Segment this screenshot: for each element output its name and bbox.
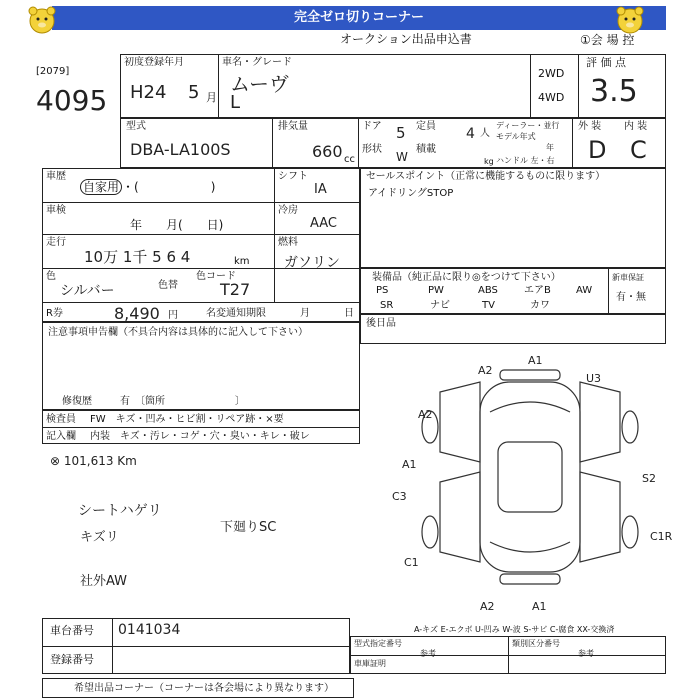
tax-amount: 8,490 bbox=[114, 304, 160, 323]
load-label: 積載 bbox=[416, 144, 436, 155]
damage-mark-a1-left: A1 bbox=[402, 458, 417, 471]
rear-label: 後日品 bbox=[366, 318, 396, 329]
displacement: 660 bbox=[312, 142, 343, 161]
handle-label: ハンドル 左・右 bbox=[496, 156, 555, 165]
selling-label: セールスポイント（正常に機能するものに限ります） bbox=[366, 171, 606, 182]
equip-navi: ナビ bbox=[430, 300, 450, 311]
inspection-label: 車検 bbox=[46, 205, 66, 216]
grade: L bbox=[230, 92, 241, 113]
equip-leather: カワ bbox=[530, 300, 550, 311]
recycle-month: 月 bbox=[300, 308, 310, 319]
dealer-label: ディーラー・並行 bbox=[496, 121, 560, 130]
month-unit: 月 bbox=[206, 91, 217, 104]
inspector-label: 検査員 bbox=[46, 414, 76, 425]
damage-mark-a2-left: A2 bbox=[418, 408, 433, 421]
ac-label: 冷房 bbox=[278, 205, 298, 216]
damage-mark-c3: C3 bbox=[392, 490, 407, 503]
two-wd: 2WD bbox=[538, 67, 565, 80]
warranty-value: 有・無 bbox=[616, 292, 646, 303]
capacity-unit: 人 bbox=[480, 128, 490, 139]
damage-mark-a2-top: A2 bbox=[478, 364, 493, 377]
row-1-frame bbox=[120, 54, 666, 118]
displacement-label: 排気量 bbox=[278, 121, 308, 132]
bear-mascot-icon bbox=[614, 4, 646, 36]
exterior-grade: D bbox=[588, 136, 607, 164]
exterior-label: 外 装 bbox=[578, 121, 602, 132]
load-unit: kg bbox=[484, 157, 494, 166]
score-label: 評 価 点 bbox=[586, 56, 626, 69]
tax-label: R券 bbox=[46, 308, 63, 319]
damage-mark-u3: U3 bbox=[586, 372, 602, 385]
year-label: 年 bbox=[546, 143, 554, 152]
damage-mark-s2: S2 bbox=[642, 472, 656, 485]
equip-airbag: エアB bbox=[524, 285, 551, 296]
bear-mascot-icon bbox=[26, 4, 58, 36]
recycle-label: 名変通知期限 bbox=[206, 308, 266, 319]
color-code-label: 色コード bbox=[196, 271, 236, 282]
fuel-label: 燃料 bbox=[278, 237, 298, 248]
mileage-unit: km bbox=[234, 256, 250, 267]
equip-tv: TV bbox=[482, 300, 495, 311]
shape: W bbox=[396, 150, 408, 164]
displacement-unit: cc bbox=[344, 154, 355, 165]
history-label: 車歴 bbox=[46, 171, 66, 182]
era-year: H24 bbox=[130, 82, 167, 103]
registration-label: 登録番号 bbox=[50, 653, 94, 666]
auction-name: オークション出品申込書 bbox=[340, 32, 472, 46]
capacity: 4 bbox=[466, 126, 475, 142]
hope-corner-label: 希望出品コーナー（コーナーは各会場により異なります） bbox=[74, 683, 334, 694]
venue-copy-label: ①会 場 控 bbox=[580, 33, 635, 47]
doors: 5 bbox=[396, 124, 406, 142]
chassis-number: 0141034 bbox=[118, 622, 181, 638]
garage-cert-label: 車庫証明 bbox=[354, 659, 386, 668]
type-code: DBA-LA100S bbox=[130, 140, 231, 159]
equip-abs: ABS bbox=[478, 285, 498, 296]
shape-label: 形状 bbox=[362, 144, 382, 155]
reg-month: 5 bbox=[188, 82, 200, 103]
inspection-value: 年 月( 日) bbox=[130, 218, 224, 232]
tax-unit: 円 bbox=[168, 310, 178, 321]
reference-label-2: 参考 bbox=[578, 649, 594, 658]
color-label: 色 bbox=[46, 271, 56, 282]
damage-mark-a1-bottom: A1 bbox=[532, 600, 547, 613]
interior-label: 内 装 bbox=[624, 121, 648, 132]
interior-grade: C bbox=[630, 136, 647, 164]
banner-title: 完全ゼロ切りコーナー bbox=[52, 6, 666, 30]
damage-mark-c1r: C1R bbox=[650, 530, 673, 543]
damage-mark-c1: C1 bbox=[404, 556, 419, 569]
type-designation-label: 型式指定番号 bbox=[354, 639, 402, 648]
shift: IA bbox=[314, 182, 327, 197]
capacity-label: 定員 bbox=[416, 121, 436, 132]
selling-point: アイドリングSTOP bbox=[368, 188, 454, 199]
repair-label: 修復歴 bbox=[62, 396, 92, 407]
damage-legend: A-キズ E-エクボ U-凹み W-波 S-サビ C-腐食 XX-交換済 bbox=[414, 625, 615, 634]
repair-value: 有 〔箇所 〕 bbox=[120, 396, 245, 407]
car-diagram bbox=[400, 352, 673, 612]
model-year-label: モデル年式 bbox=[496, 132, 536, 141]
lot-number: 4095 bbox=[36, 84, 108, 117]
color-swatch-label: 色替 bbox=[158, 280, 178, 291]
mileage-label: 走行 bbox=[46, 237, 66, 248]
damage-mark-a1-top: A1 bbox=[528, 354, 543, 367]
model-label: 車名・グレード bbox=[222, 57, 292, 68]
damage-mark-a2-bottom: A2 bbox=[480, 600, 495, 613]
history-value: 自家用 ・( ) bbox=[80, 182, 215, 193]
door-label: ドア bbox=[362, 121, 382, 132]
recorder-label: 記入欄 bbox=[46, 431, 76, 442]
handwritten-note-1: シートハゲリ bbox=[78, 503, 162, 519]
equip-ps: PS bbox=[376, 285, 389, 296]
handwritten-note-2: キズリ bbox=[80, 530, 119, 545]
shift-label: シフト bbox=[278, 171, 308, 182]
interior-row: 内装 キズ・汚レ・コゲ・穴・臭い・キレ・破レ bbox=[90, 431, 310, 442]
handwritten-note-3: 下廻りSC bbox=[220, 520, 277, 535]
chassis-label: 車台番号 bbox=[50, 624, 94, 637]
model-name: ムーヴ bbox=[230, 72, 289, 96]
recycle-day: 日 bbox=[344, 308, 354, 319]
first-reg-label: 初度登録年月 bbox=[124, 57, 184, 68]
four-wd: 4WD bbox=[538, 91, 565, 104]
equip-aw: AW bbox=[576, 285, 593, 296]
class-number-label: 類別区分番号 bbox=[512, 639, 560, 648]
type-label: 型式 bbox=[126, 121, 146, 132]
notes-label: 注意事項申告欄（不具合内容は具体的に記入して下さい） bbox=[48, 327, 308, 338]
odometer-note: ⊗ 101,613 Km bbox=[50, 454, 137, 468]
selling-frame bbox=[360, 168, 666, 268]
equipment-label: 装備品（純正品に限り◎をつけて下さい） bbox=[372, 272, 561, 283]
rear-frame bbox=[360, 314, 666, 344]
equip-sr: SR bbox=[380, 300, 394, 311]
mileage: 10万 1千 5 6 4 bbox=[84, 248, 191, 266]
ac: AAC bbox=[310, 216, 337, 231]
new-car-warranty-label: 新車保証 bbox=[612, 273, 644, 282]
color-code: T27 bbox=[220, 280, 251, 299]
handwritten-note-4: 社外AW bbox=[80, 574, 128, 589]
fuel: ガソリン bbox=[284, 255, 340, 271]
reference-label-1: 参考 bbox=[420, 649, 436, 658]
color: シルバー bbox=[60, 283, 115, 299]
fw-row: FW キズ・凹み・ヒビ割・リペア跡・×要 bbox=[90, 414, 284, 425]
sheet-code: [2079] bbox=[36, 66, 70, 77]
score: 3.5 bbox=[590, 74, 638, 109]
equip-pw: PW bbox=[428, 285, 444, 296]
